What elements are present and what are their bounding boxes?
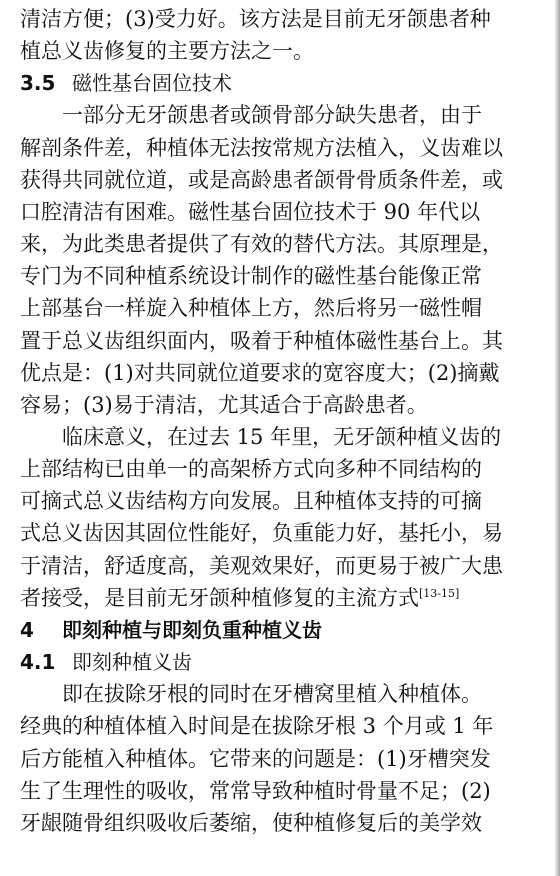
text-line: 牙龈随骨组织吸收后萎缩，使种植修复后的美学效	[20, 811, 482, 835]
section-number: 4	[20, 618, 34, 642]
section-number: 4.1	[20, 650, 56, 674]
section-heading-4-1	[20, 645, 192, 679]
text-line: 来，为此类患者提供了有效的替代方法。其原理是，	[20, 232, 503, 256]
paragraph-first-line: 即在拔除牙根的同时在牙槽窝里植入种植体。	[62, 682, 482, 706]
paragraph-first-line: 一部分无牙颌患者或颌骨部分缺失患者，由于	[62, 103, 482, 127]
page-edge-shadow	[554, 0, 560, 876]
text-line: 容易；(3)易于清洁，尤其适合于高龄患者。	[20, 393, 428, 417]
text-line: 可摘式总义齿结构方向发展。且种植体支持的可摘	[20, 489, 482, 513]
text-line: 经典的种植体植入时间是在拔除牙根 3 个月或 1 年	[20, 714, 494, 738]
text-line: 获得共同就位道，或是高龄患者颌骨骨质条件差，或	[20, 168, 503, 192]
text-line: 解剖条件差，种植体无法按常规方法植入，义齿难以	[20, 136, 503, 160]
text-line: 于清洁，舒适度高，美观效果好，而更易于被广大患	[20, 554, 503, 578]
text-line-with-citation	[20, 581, 459, 615]
text-line: 专门为不同种植系统设计制作的磁性基台能像正常	[20, 264, 482, 288]
section-number: 3.5	[20, 71, 56, 95]
text-line: 优点是：(1)对共同就位道要求的宽容度大；(2)摘戴	[20, 361, 500, 385]
text-line: 后方能植入种植体。它带来的问题是：(1)牙槽突发	[20, 747, 491, 771]
text-line: 植总义齿修复的主要方法之一。	[20, 39, 314, 63]
text-line: 生了生理性的吸收，常常导致种植时骨量不足；(2)	[20, 779, 491, 803]
text-line: 式总义齿因其固位性能好，负重能力好，基托小，易	[20, 521, 503, 545]
section-heading-4	[20, 613, 322, 647]
text-line: 上部基台一样旋入种植体上方，然后将另一磁性帽	[20, 296, 482, 320]
text-line: 上部结构已由单一的高架桥方式向多种不同结构的	[20, 457, 482, 481]
section-title: 即刻种植与即刻负重种植义齿	[62, 618, 322, 642]
section-title: 即刻种植义齿	[72, 650, 192, 674]
text-line: 清洁方便；(3)受力好。该方法是目前无牙颌患者种	[20, 7, 491, 31]
text-line: 口腔清洁有困难。磁性基台固位技术于 90 年代以	[20, 200, 481, 224]
text-line: 置于总义齿组织面内，吸着于种植体磁性基台上。其	[20, 329, 503, 353]
section-heading-3-5	[20, 66, 232, 100]
section-title: 磁性基台固位技术	[72, 71, 232, 95]
paragraph-first-line: 临床意义，在过去 15 年里，无牙颌种植义齿的	[62, 425, 502, 449]
citation-superscript: [13-15]	[419, 587, 460, 600]
text-line: 者接受，是目前无牙颌种植修复的主流方式	[20, 586, 419, 610]
